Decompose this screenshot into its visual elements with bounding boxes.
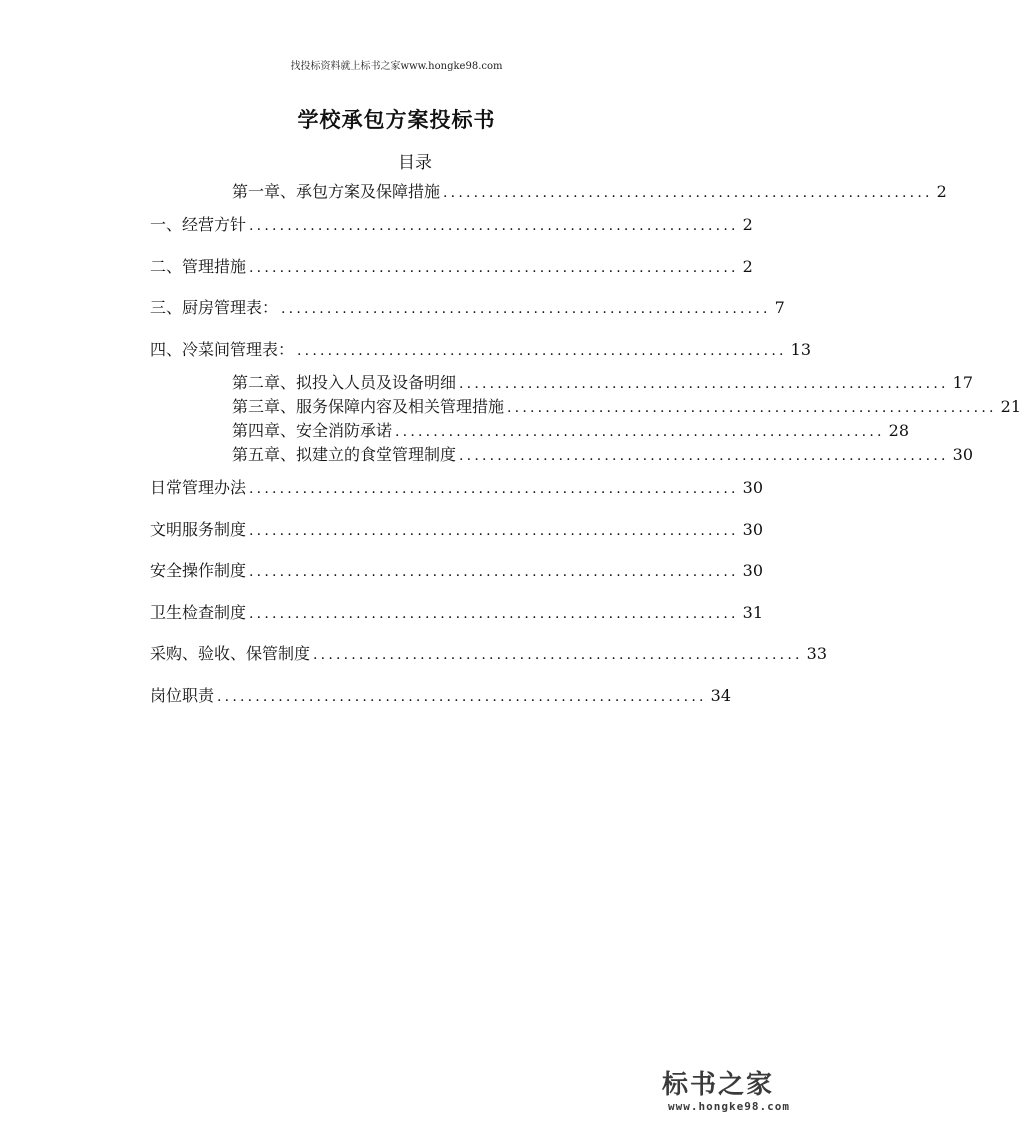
toc-entry-page: 30 [742, 478, 763, 497]
toc-entry[interactable] [150, 561, 763, 582]
toc-entry-label: 一、经营方针 [150, 215, 247, 234]
toc-entry-label: 采购、验收、保管制度 [150, 644, 311, 663]
toc-entry[interactable] [150, 644, 827, 665]
toc-entry-page: 2 [742, 215, 753, 234]
toc-entry-page: 21 [1000, 397, 1021, 416]
toc-entry[interactable] [150, 215, 753, 236]
toc-leader-dots: ................................................................ [459, 376, 949, 392]
toc-entry[interactable] [150, 520, 763, 541]
toc-entry-label: 四、冷菜间管理表： [150, 340, 295, 359]
toc-entry-label: 文明服务制度 [150, 520, 247, 539]
toc-entry-label: 第三章、服务保障内容及相关管理措施 [232, 397, 505, 416]
toc-entry-page: 7 [774, 298, 785, 317]
toc-entry[interactable] [232, 445, 973, 466]
toc-entry-label: 岗位职责 [150, 686, 215, 705]
toc-entry-page: 2 [936, 182, 947, 201]
toc-entry-page: 28 [888, 421, 909, 440]
toc-leader-dots: ................................................................ [249, 523, 739, 539]
toc-leader-dots: ................................................................ [249, 481, 739, 497]
toc-leader-dots: ................................................................ [249, 218, 739, 234]
toc-leader-dots: ................................................................ [395, 424, 885, 440]
toc-entry[interactable] [232, 182, 947, 203]
toc-entry-label: 三、厨房管理表： [150, 298, 279, 317]
toc-entry[interactable] [232, 397, 1021, 418]
page-header: 找投标资料就上标书之家www.hongke98.com [290, 61, 503, 72]
toc-entry-page: 34 [710, 686, 731, 705]
toc-leader-dots: ................................................................ [297, 343, 787, 359]
toc-entry-page: 13 [790, 340, 811, 359]
toc-entry-page: 30 [742, 561, 763, 580]
toc-leader-dots: ................................................................ [249, 606, 739, 622]
toc-leader-dots: ................................................................ [281, 301, 771, 317]
toc-entry-label: 日常管理办法 [150, 478, 247, 497]
toc-entry-page: 30 [952, 445, 973, 464]
document-title: 学校承包方案投标书 [297, 107, 496, 132]
toc-leader-dots: ................................................................ [249, 260, 739, 276]
toc-entry[interactable] [150, 686, 731, 707]
toc-leader-dots: ................................................................ [507, 400, 997, 416]
toc-entry-label: 第四章、安全消防承诺 [232, 421, 393, 440]
toc-entry-label: 第五章、拟建立的食堂管理制度 [232, 445, 457, 464]
toc-entry[interactable] [232, 373, 973, 394]
toc-entry-label: 第二章、拟投入人员及设备明细 [232, 373, 457, 392]
toc-entry-page: 2 [742, 257, 753, 276]
toc-entry[interactable] [232, 421, 909, 442]
toc-leader-dots: ................................................................ [313, 647, 803, 663]
toc-entry-page: 30 [742, 520, 763, 539]
toc-entry[interactable] [150, 478, 763, 499]
toc-entry-page: 17 [952, 373, 973, 392]
toc-entry-label: 卫生检查制度 [150, 603, 247, 622]
watermark-url: www.hongke98.com [668, 1100, 790, 1113]
toc-leader-dots: ................................................................ [443, 185, 933, 201]
toc-entry[interactable] [150, 298, 785, 319]
toc-entry-label: 二、管理措施 [150, 257, 247, 276]
toc-entry[interactable] [150, 257, 753, 278]
toc-entry-page: 33 [806, 644, 827, 663]
watermark-logo: 标书之家 [662, 1070, 775, 1100]
toc-entry-label: 安全操作制度 [150, 561, 247, 580]
toc-entry[interactable] [150, 603, 763, 624]
toc-leader-dots: ................................................................ [217, 689, 707, 705]
toc-entry-page: 31 [742, 603, 763, 622]
toc-leader-dots: ................................................................ [459, 448, 949, 464]
toc-entry[interactable] [150, 340, 811, 361]
toc-title: 目录 [398, 153, 432, 173]
toc-entry-label: 第一章、承包方案及保障措施 [232, 182, 441, 201]
toc-leader-dots: ................................................................ [249, 564, 739, 580]
